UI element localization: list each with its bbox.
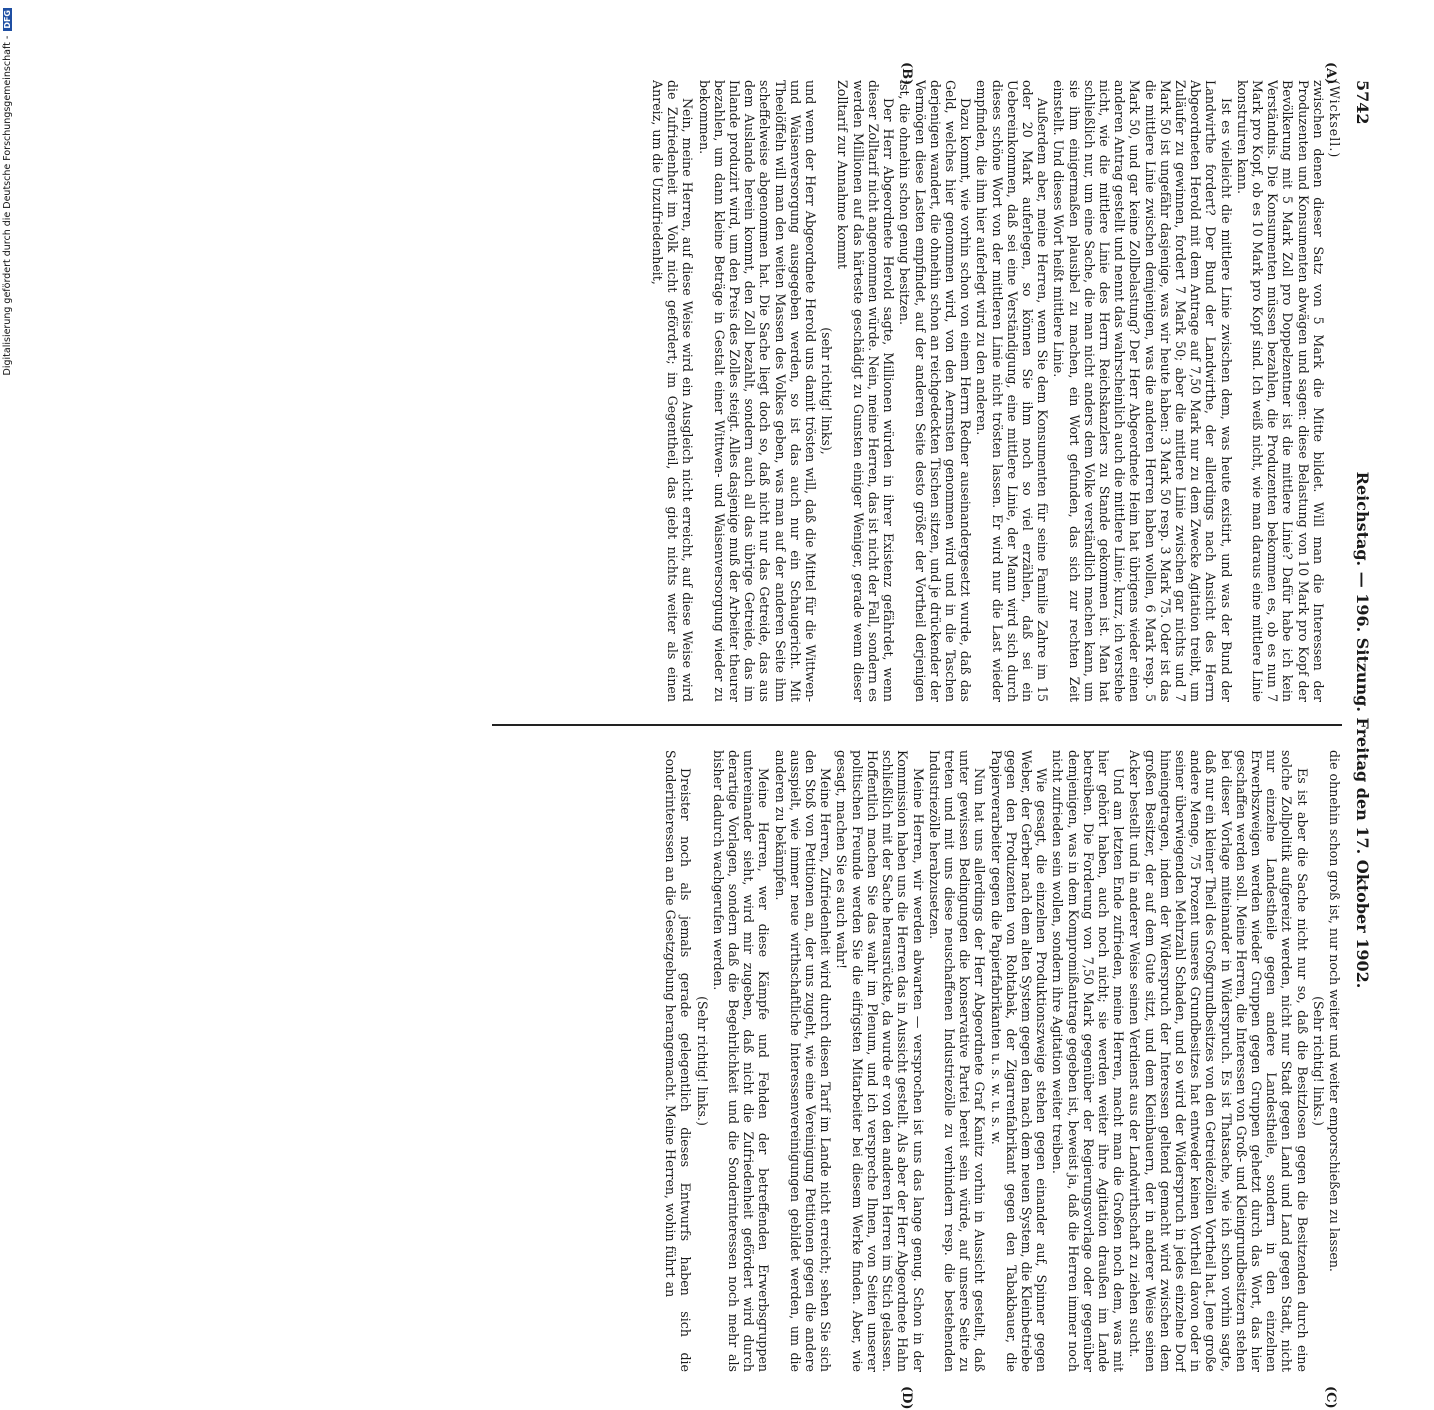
page-number: 5742 <box>1353 80 1372 125</box>
paragraph: Meine Herren, wer diese Kämpfe und Fehden der betreffenden Erwerbsgruppen untereinander sieht, wird mir zugeben, daß nicht die Zufriedenheit gefördert wird durch derartige Vorlagen, sondern daß die Begehrlichkeit und die Sonderinteressen noch mehr als bisher dadurch wachgerufen werden. <box>710 750 772 1372</box>
interjection: (Sehr richtig! links.) <box>694 996 710 1126</box>
paragraph: die ohnehin schon groß ist, nur noch weiter und weiter emporschießen zu lassen. <box>1327 750 1342 1272</box>
right-column <box>492 750 1342 1372</box>
paragraph: und wenn der Herr Abgeordnete Herold uns damit trösten will, daß die Mittel für die Wittwen- und Waisenversorgung ausgegeben werden, so ist das auch nur ein Schaugericht. Mit Theelöffeln will man den weiten Massen des Volkes geben, was man auf der anderen Seite ihm scheffelweise abgenommen hat. Die Sache liegt doch so, daß nicht nur das Getreide, das aus dem Auslande herein kommt, den Zoll bezahlt, sondern auch all das übrige Getreide, das im Inlande produzirt wird, um den Preis des Zolles steigt. Alles dasjenige muß der Arbeiter theurer bezahlen, um dann kleine Beträge in Gestalt einer Wittwen- und Waisenversorgung wieder zu bekommen. <box>696 80 819 702</box>
paragraph: Dazu kommt, wie vorhin schon von einem Herrn Redner auseinandergesetzt wurde, daß das Geld, welches hier genommen wird, von den Aermsten genommen wird und in die Taschen derjenigen wandert, die ohnehin schon an reichgedeckten Tischen sitzen, und je drückender der Vermögen diese Lasten empfindet, auf der anderen Seite desto größer der Vortheil derjenigen ist, die ohnehin schon genug besitzen. <box>897 80 974 702</box>
paragraph: Ist es vielleicht die mittlere Linie zwischen dem, was heute existirt, und was der Bund der Landwirthe fordert? Der Bund der Landwirthe, der allerdings nach Ansicht des Herrn Abgeordneten Herold mit dem Antrage auf 7,50 Mark nur zu dem Zwecke Agitation treibt, um Zuläufer zu gewinnen, fordert 7 Mark 50; aber die mittlere Linie zwischen gar nichts und 7 Mark 50 ist ungefähr dasjenige, was wir heute haben: 3 Mark 50 resp. 3 Mark 75. Oder ist das die mittlere Linie zwischen demjenigen, was die anderen Herren haben wollen, 6 Mark resp. 5 Mark 50, und gar keine Zollbelastung? Der Herr Abgeordnete Heim hat übrigens wieder einen anderen Antrag gestellt und nennt das wahrscheinlich auch die mittlere Linie; kurz, ich verstehe nicht, wie die mittlere Linie des Herrn Reichskanzlers zu Stande gekommen ist. Man hat schließlich nur, um eine Sache, die man nicht anders dem Volke verständlich machen kann, um sie ihm einigermaßen plausibel zu machen, ein Wort gefunden, das sich zur rechten Zeit einstellt. Und dieses Wort heißt mittlere Linie. <box>1051 80 1234 702</box>
dfg-logo: DFG <box>3 10 12 29</box>
text-columns <box>492 80 1342 1380</box>
page-title: Reichstag. — 196. Sitzung. Freitag den 17. Oktober 1902. <box>1353 471 1372 989</box>
paragraph: zwischen denen dieser Satz von 5 Mark die Mitte bildet. Will man die Interessen der Produzenten und Konsumenten abwägen und sagen: diese Belastung von 10 Mark pro Kopf der Bevölkerung mit 5 Mark Zoll pro Doppelzentner ist die mittlere Linie? Dafür habe ich kein Verständnis. Die Konsumenten müssen bezahlen, die Produzenten bekommen es, ob es nun 7 Mark pro Kopf, ob es 10 Mark pro Kopf sind. Ich weiß nicht, wie man daraus eine mittlere Linie konstruiren kann. <box>1234 80 1326 702</box>
speaker-label: (Wicksell.) <box>1327 80 1342 159</box>
interjection: (Sehr richtig! links.) <box>1310 996 1326 1126</box>
margin-marker-d: (D) <box>899 1386 914 1410</box>
paragraph: Nein, meine Herren, auf diese Weise wird ein Ausgleich nicht erreicht, auf diese Weise wird die Zufriedenheit im Volk nicht gefördert; im Gegentheil, das giebt nichts weiter als einen Anreiz, um die Unzufriedenheit, <box>650 80 696 702</box>
paragraph: Meine Herren, wir werden abwarten — versprochen ist uns das lange genug. Schon in der Kommission haben uns die Herren das in Aussicht gestellt. Als aber der Herr Abgeordnete Hahn schließlich mit der Sache herausrückte, da wurde er von den anderen Herren im Stich gelassen. Hoffentlich machen Sie das wahr im Plenum, und ich verspreche Ihnen, von Seiten unserer politischen Freunde werden Sie die eifrigsten Mitarbeiter bei diesem Werke finden. Aber, wie gesagt, machen Sie es auch wahr! <box>834 750 926 1372</box>
paragraph: Wie gesagt, die einzelnen Produktionszweige stehen gegen einander auf, Spinner gegen Weber, der Gerber nach dem alten System gegen den nach dem neuen System, die Kleinbetriebe gegen den Produzenten von Rohtabak, der Zigarrenfabrikant gegen den Tabakbauer, die Papierverarbeiter gegen die Papierfabrikanten u. s. w. u. s. w. <box>988 750 1050 1372</box>
column-divider <box>492 724 1342 726</box>
paragraph: Und am letzten Ende zufrieden, meine Herren, macht man die Großen noch dem, was mit hier gehört haben, auch noch nicht; sie werden weiter ihre Agitation draußen im Lande betreiben. Die Forderung von 7,50 Mark gegenüber der Regierungsvorlage oder gegenüber demjenigen, was in dem Kompromißantrage gegeben ist, beweist ja, daß die Herren immer noch nicht zufrieden sein wollen, sondern ihre Agitation weiter treiben. <box>1050 750 1127 1372</box>
footer-text: Digitalisierung gefördert durch die Deutsche Forschungsgemeinschaft - <box>2 35 13 376</box>
paragraph: Es ist aber die Sache nicht nur so, daß die Besitzlosen gegen die Besitzenden durch eine solche Zollpolitik aufgereizt werden, nicht nur Stadt gegen Land und Land gegen Stadt, nicht nur einzelne Landestheile gegen andere Landestheile, sondern in den einzelnen Erwerbszweigen werden wieder Gruppen gegen Gruppen gehetzt durch das Wort, das hier geschaffen werden soll. Meine Herren, die Interessen von Groß- und Kleingrundbesitzern stehen bei dieser Vorlage miteinander in Widerspruch. Es ist Thatsache, wie ich schon vorhin sagte, daß nur ein kleiner Theil des Großgrundbesitzes von den Getreidezöllen Vortheil hat. Jene große andere Menge, 75 Prozent unseres Grundbesitzes hat entweder keinen Vortheil davon oder in seiner überwiegenden Mehrzahl Schaden, und so wird der Widerspruch in jedes einzelne Dorf hineingetragen, indem der Widerspruch der Interessen geltend gemacht wird zwischen dem großen Besitzer, der auf dem Gute sitzt, und dem Kleinbauern, der in anderer Weise seinen Acker bestellt und in anderer Weise seinen Verdienst aus der Landwirthschaft zu ziehen sucht. <box>1127 750 1310 1372</box>
left-column <box>492 80 1342 702</box>
paragraph: Meine Herren, Zufriedenheit wird durch diesen Tarif im Lande nicht erreicht; sehen Sie sich den Stoß von Petitionen an, der uns zugeht, wie eine Vereinigung Petitionen gegen die andere ausspielt, wie immer neue wirthschaftliche Interessenvereinigungen gebildet werden, um die anderen zu bekämpfen. <box>772 750 834 1372</box>
margin-marker-c: (C) <box>1323 1386 1338 1409</box>
margin-marker-b: (B) <box>899 62 914 86</box>
paragraph: Außerdem aber, meine Herren, wenn Sie dem Konsumenten für seine Familie Zahre im 15 oder 20 Mark auferlegen, so können Sie ihm noch so viel erzählen, daß sei ein Uebereinkommen, daß sei eine Verständigung, eine mittlere Linie, der Mann wird sich durch dieses schöne Wort von der mittleren Linie nicht trösten lassen. Er wird nur die Last wieder empfinden, die ihm hier auferlegt wird zu den anderen. <box>974 80 1051 702</box>
paragraph: Nun hat uns allerdings der Herr Abgeordnete Graf Kanitz vorhin in Aussicht gestellt, daß unter gewissen Bedingungen die konservative Partei bereit sein würde, auf unsere Seite zu treten und mit uns diese neuschaffenen Industriezölle zu verhindern resp. die bestehenden Industriezölle herabzusetzen. <box>926 750 988 1372</box>
paragraph: Dreister noch als jemals gerade gelegentlich dieses Entwurfs haben sich die Sonderinteressen an die Gesetzgebung herangemacht. Meine Herren, wohin führt an <box>663 750 694 1372</box>
paragraph: Der Herr Abgeordnete Herold sagte, Millionen würden in ihrer Existenz gefährdet, wenn dieser Zolltarif nicht angenommen würde. Nein, meine Herren, das ist nicht der Fall, sondern es werden Millionen auf das härteste geschädigt zu Gunsten einiger Weniger, gerade wenn dieser Zolltarif zur Annahme kommt <box>835 80 897 702</box>
digitization-footer <box>0 0 20 1000</box>
interjection: (sehr richtig! links), <box>819 327 835 455</box>
margin-marker-a: (A) <box>1323 62 1338 85</box>
